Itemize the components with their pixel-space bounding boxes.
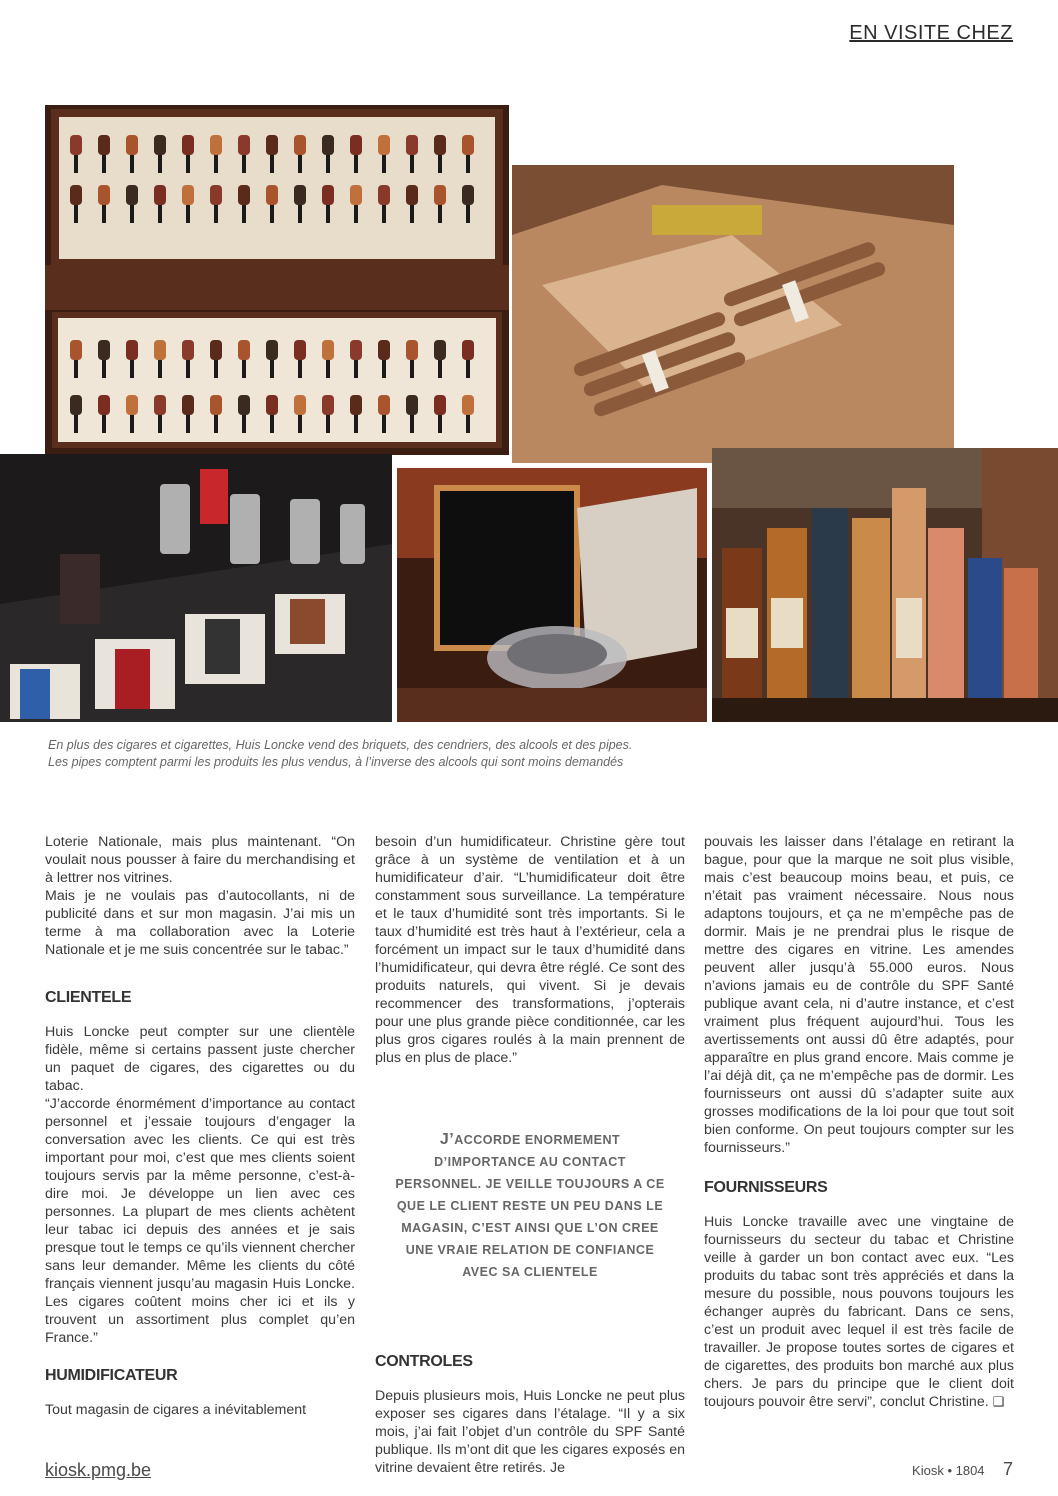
pipe-shape (350, 395, 362, 415)
pipe-shape (462, 135, 474, 155)
pipe-stem-shape (74, 155, 78, 173)
pipe-stem-shape (242, 205, 246, 223)
pipe-stem-shape (326, 155, 330, 173)
pipe-stem-shape (186, 155, 190, 173)
pipe-stem-shape (270, 205, 274, 223)
pipe-stem-shape (186, 360, 190, 378)
cigar-humidor-photo (512, 165, 954, 463)
pipe-stem-shape (102, 415, 106, 433)
pipe-stem-shape (130, 205, 134, 223)
article-column-3 (704, 833, 1014, 1412)
pipe-shape (266, 185, 278, 205)
lighters-photo (0, 454, 392, 722)
paragraph: “J’accorde énormément d’importance au contact personnel et j’essaie toujours d’engager la conversation avec les clients. Ce qui est très important pour moi, c’est que mes clients soient toujours servis par la même personne, c’est-à-dire moi. Je développe un lien avec ces personnes. La plupart de mes clients achètent leur tabac ici depuis des années et je sais presque tout le temps ce qu’ils viennent chercher sans leur demander. Même les clients du côté français viennent jusqu’au magasin Huis Loncke. Les cigares coûtent moins cher ici et ils y trouvent un assortiment plus complet qu’en France.” (45, 1096, 355, 1346)
pipe-shape (322, 185, 334, 205)
pipe-stem-shape (382, 360, 386, 378)
pipe-stem-shape (326, 205, 330, 223)
pipe-stem-shape (158, 360, 162, 378)
caption-line-2: Les pipes comptent parmi les produits les plus vendus, à l’inverse des alcools qui sont moins demandés (48, 755, 624, 769)
paragraph (704, 1213, 1014, 1412)
subheading-fournisseurs: FOURNISSEURS (704, 1179, 828, 1196)
pipe-shape (378, 135, 390, 155)
pipes-display-photo (45, 105, 509, 455)
pipe-shape (70, 395, 82, 415)
pipe-shape (350, 185, 362, 205)
pipe-shape (98, 135, 110, 155)
pipe-stem-shape (438, 155, 442, 173)
pipe-shape (378, 185, 390, 205)
pipe-stem-shape (466, 155, 470, 173)
pipe-stem-shape (326, 360, 330, 378)
website-link[interactable]: kiosk.pmg.be (45, 1460, 152, 1480)
pipe-stem-shape (410, 360, 414, 378)
pipe-stem-shape (410, 205, 414, 223)
pipe-stem-shape (214, 205, 218, 223)
paragraph: pouvais les laisser dans l’étalage en retirant la bague, pour que la marque ne soit plus visible, mais c’est beaucoup moins beau, et puis, ce n’était pas vraiment nécessaire. Nous nous adaptons toujours, et ça ne m’empêche pas de dormir. Mais je ne prendrai plus le risque de mettre des cigares en vitrine. Les amendes peuvent aller jusqu’à 55.000 euros. Nous n’avions jamais eu de contrôle du SPF Santé publique avant cela, ni d’autre instance, et c’est vraiment plus fréquent aujourd’hui. Tous les avertissements ont aussi dû être adaptés, pour apparaître en plus grand encore. Mais comme je l’ai déjà dit, ça ne m’empêche pas de dormir. Les fournisseurs ont aussi dû s’adapter suite aux grosses modifications de la loi pour que tout soit bien conforme. On peut toujours compter sur les fournisseurs.” (704, 834, 1014, 1156)
pipe-shape (154, 340, 166, 360)
pipe-stem-shape (466, 360, 470, 378)
pipe-stem-shape (270, 415, 274, 433)
pipe-stem-shape (130, 360, 134, 378)
pipe-shape (126, 340, 138, 360)
pipe-shape (266, 395, 278, 415)
page-number: 7 (1002, 1459, 1013, 1479)
pipe-stem-shape (242, 415, 246, 433)
magazine-issue: Kiosk • 1804 (912, 1463, 985, 1478)
pipe-shape (378, 340, 390, 360)
pipe-stem-shape (270, 360, 274, 378)
pipe-shape (322, 340, 334, 360)
pipe-shape (406, 395, 418, 415)
pipe-shape (98, 395, 110, 415)
pipe-shape (182, 135, 194, 155)
pipe-stem-shape (74, 360, 78, 378)
photo-caption (48, 737, 988, 771)
pipe-shape (350, 340, 362, 360)
pipe-shape (294, 185, 306, 205)
pipe-stem-shape (298, 360, 302, 378)
pipe-stem-shape (102, 205, 106, 223)
section-header: EN VISITE CHEZ (849, 22, 1013, 44)
pipe-stem-shape (102, 155, 106, 173)
paragraph: Huis Loncke peut compter sur une clientèle fidèle, même si certains passent juste chercher un paquet de cigares, des cigarettes ou du tabac. (45, 1024, 355, 1094)
pipe-shape (182, 185, 194, 205)
pipe-shape (154, 135, 166, 155)
pipe-shape (322, 135, 334, 155)
subheading-humidificateur: HUMIDIFICATEUR (45, 1367, 178, 1384)
pipe-stem-shape (410, 415, 414, 433)
pipe-stem-shape (186, 205, 190, 223)
pipe-stem-shape (158, 205, 162, 223)
pipe-shape (266, 135, 278, 155)
pipe-shape (294, 340, 306, 360)
paragraph: Mais je ne voulais pas d’autocollants, ni de publicité dans et sur mon magasin. J’ai mis un terme à ma collaboration avec la Loterie Nationale et je me suis concentrée sur le tabac.” (45, 888, 355, 958)
pipe-shape (462, 340, 474, 360)
paragraph: Depuis plusieurs mois, Huis Loncke ne peut plus exposer ses cigares dans l’étalage. “Il y a six mois, j’ai fait l’objet d’un contrôle du SPF Santé publique. Ils m’ont dit que les cigares exposés en vitrine devaient être retirés. Je (375, 1388, 685, 1476)
pipe-shape (294, 395, 306, 415)
pipe-stem-shape (158, 155, 162, 173)
paragraph-text: Huis Loncke travaille avec une vingtaine de fournisseurs du secteur du tabac et Christine veille à garder un bon contact avec eux. “Les produits du tabac sont très appréciés et dans la mesure du possible, nous pouvons toujours les échanger auprès du fabricant. Dans ce sens, c’est un produit avec lequel il est très facile de travailler. Je propose toutes sortes de cigares et de cigarettes, des produits bon marché aux plus chers. Je pars du principe que le client doit toujours pouvoir être servi”, conclut Christine. (704, 1214, 1014, 1410)
pipe-stem-shape (382, 155, 386, 173)
pipe-shape (434, 135, 446, 155)
pipe-shape (210, 185, 222, 205)
pipe-shape (434, 340, 446, 360)
whisky-bottles-photo (712, 448, 1058, 722)
pipe-stem-shape (74, 415, 78, 433)
caption-line-1: En plus des cigares et cigarettes, Huis Loncke vend des briquets, des cendriers, des alcools et des pipes. (48, 738, 633, 752)
pipe-stem-shape (354, 155, 358, 173)
pipe-stem-shape (214, 155, 218, 173)
pipe-stem-shape (270, 155, 274, 173)
pipe-stem-shape (130, 415, 134, 433)
pipe-stem-shape (242, 360, 246, 378)
pipe-shape (210, 340, 222, 360)
pipe-stem-shape (102, 360, 106, 378)
pipe-shape (434, 185, 446, 205)
pipe-shape (350, 135, 362, 155)
pipe-stem-shape (326, 415, 330, 433)
pipe-stem-shape (382, 415, 386, 433)
pipe-shape (462, 185, 474, 205)
pipe-shape (126, 185, 138, 205)
pipe-shape (406, 185, 418, 205)
pipe-shape (266, 340, 278, 360)
pipe-shape (154, 395, 166, 415)
pipe-shape (182, 340, 194, 360)
pipe-stem-shape (298, 205, 302, 223)
pipe-shape (238, 340, 250, 360)
pipe-stem-shape (214, 360, 218, 378)
page-footer (912, 1459, 1013, 1480)
pipe-stem-shape (130, 155, 134, 173)
pipe-stem-shape (466, 205, 470, 223)
pipe-stem-shape (354, 360, 358, 378)
pipe-shape (70, 135, 82, 155)
pipe-shape (126, 395, 138, 415)
article-column-2 (375, 833, 685, 1477)
pipe-shape (462, 395, 474, 415)
pipe-stem-shape (438, 415, 442, 433)
paragraph: Loterie Nationale, mais plus maintenant. “On voulait nous pousser à faire du merchandising et à lettrer nos vitrines. (45, 834, 355, 886)
end-of-article-icon: ❑ (992, 1395, 1005, 1410)
pipe-shape (126, 135, 138, 155)
pipe-stem-shape (158, 415, 162, 433)
pipe-stem-shape (382, 205, 386, 223)
pipe-shape (182, 395, 194, 415)
pipe-shape (238, 395, 250, 415)
pipe-shape (154, 185, 166, 205)
paragraph: besoin d’un humidificateur. Christine gère tout grâce à un système de ventilation et à un humidificateur d’air. “L’humidificateur doit être constamment sous surveillance. La température et le taux d’humidité sont très importants. Si le taux d’humidité est très haut à l’extérieur, cela a forcément un impact sur le taux d’humidité dans l’humidificateur, qui devra être réglé. Ce sont des produits naturels, qui vivent. Si je devais recommencer des transformations, j’opterais pour une plus grande pièce conditionnée, car les plus gros cigares roulés à la main prennent de plus en plus de place.” (375, 834, 685, 1066)
pipe-shape (210, 395, 222, 415)
pipe-shape (70, 185, 82, 205)
subheading-clientele: CLIENTELE (45, 989, 132, 1006)
pipe-stem-shape (410, 155, 414, 173)
pipe-shape (378, 395, 390, 415)
pipe-shape (98, 340, 110, 360)
pipe-stem-shape (74, 205, 78, 223)
subheading-controles: CONTROLES (375, 1353, 473, 1370)
pipe-shape (406, 340, 418, 360)
pipe-stem-shape (242, 155, 246, 173)
pipe-stem-shape (438, 205, 442, 223)
pipe-shape (210, 135, 222, 155)
pipe-stem-shape (466, 415, 470, 433)
pipe-shape (238, 185, 250, 205)
pipe-stem-shape (354, 415, 358, 433)
paragraph: Tout magasin de cigares a inévitablement (45, 1402, 307, 1418)
pipe-shape (406, 135, 418, 155)
pipe-shape (70, 340, 82, 360)
pipe-stem-shape (438, 360, 442, 378)
pipe-shape (434, 395, 446, 415)
article-column-1 (45, 833, 355, 1419)
ashtray-photo (397, 468, 707, 722)
pipe-stem-shape (186, 415, 190, 433)
pipe-shape (98, 185, 110, 205)
pipe-stem-shape (214, 415, 218, 433)
pipe-shape (322, 395, 334, 415)
pipe-stem-shape (354, 205, 358, 223)
pipe-shape (294, 135, 306, 155)
pipe-stem-shape (298, 415, 302, 433)
pipe-shape (238, 135, 250, 155)
pipe-stem-shape (298, 155, 302, 173)
pull-quote: J’ACCORDE ENORMEMENT D’IMPORTANCE AU CONTACT PERSONNEL. JE VEILLE TOUJOURS A CE QUE LE CLIENT RESTE UN PEU DANS LE MAGASIN, C’EST AINSI QUE L’ON CREE UNE VRAIE RELATION DE CONFIANCE AVEC SA CLIENTELE (395, 1131, 665, 1279)
